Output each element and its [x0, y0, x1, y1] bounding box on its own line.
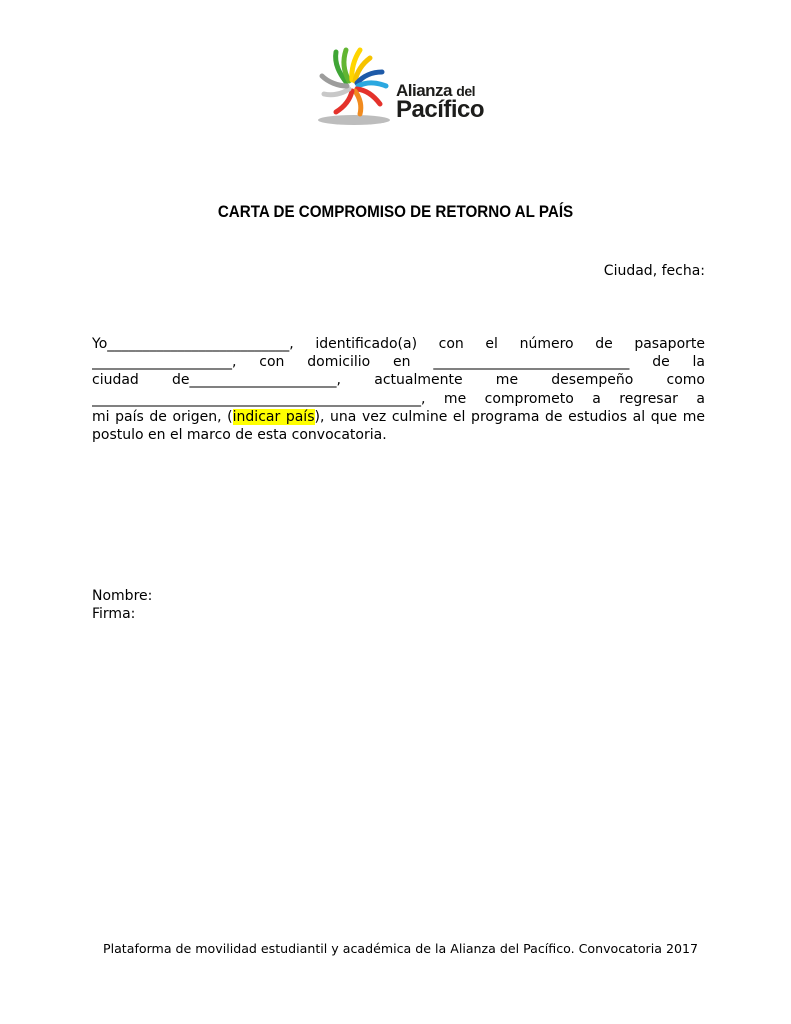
paragraph-text: mi país de origen, ( [92, 408, 233, 425]
paragraph-line: postulo en el marco de esta convocatoria. [92, 427, 387, 444]
highlighted-placeholder: indicar país [232, 408, 315, 425]
logo-word-alianza: Alianza [396, 81, 453, 100]
name-label: Nombre: [92, 588, 153, 604]
logo-word-del: del [456, 83, 475, 99]
place-date-label: Ciudad, fecha: [603, 263, 705, 279]
paragraph-line: Yo__________________________, identificado(a) con el número de pasaporte [92, 336, 705, 352]
page-footer: Plataforma de movilidad estudiantil y académica de la Alianza del Pacífico. Convocatoria 2017 [103, 941, 698, 956]
logo-word-pacifico: Pacífico [396, 96, 485, 123]
document-title: CARTA DE COMPROMISO DE RETORNO AL PAÍS [217, 203, 574, 221]
signature-block [92, 587, 152, 623]
paragraph-line: ciudad de_____________________, actualmente me desempeño como [92, 372, 705, 389]
alianza-del-pacifico-logo [316, 44, 486, 128]
commitment-paragraph [92, 335, 705, 444]
paragraph-line [92, 408, 705, 426]
paragraph-line: _______________________________________________, me comprometo a regresar a [92, 390, 705, 407]
paragraph-line: ____________________, con domicilio en ____________________________ de la [92, 354, 705, 371]
signature-label: Firma: [92, 606, 136, 622]
logo-wordmark [396, 82, 484, 122]
paragraph-text: ), una vez culmine el programa de estudios al que me [314, 408, 705, 425]
pinwheel-logo-icon [316, 44, 396, 128]
